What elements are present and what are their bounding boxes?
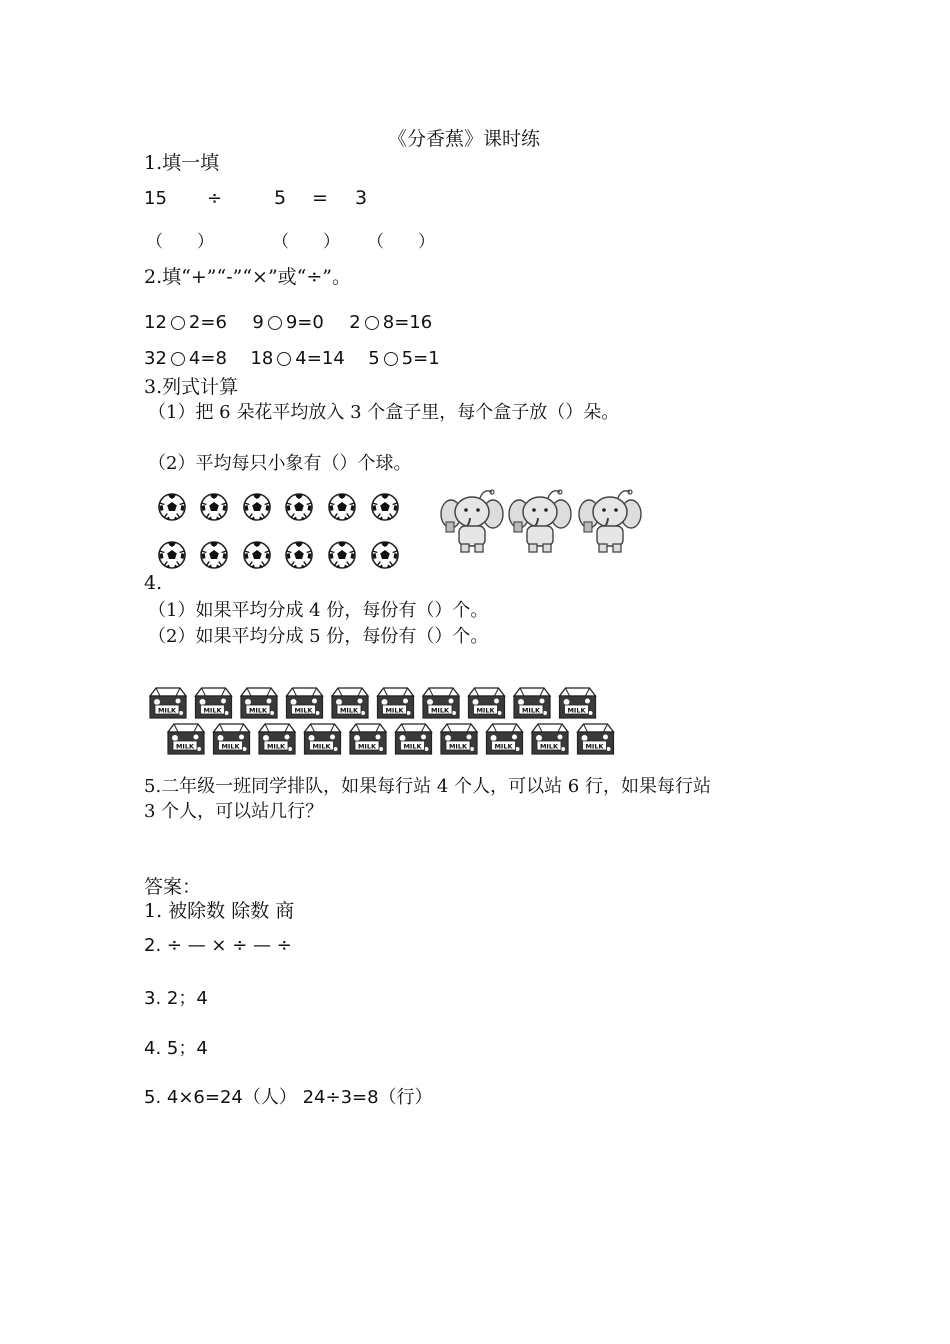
milk-carton-icon [487,724,523,754]
milk-label: MILK [567,706,586,715]
soccer-ball-icon [329,542,355,568]
milk-label: MILK [521,706,541,715]
q4-heading: 4. [144,572,163,594]
answer-2: 2. ÷ — × ÷ — ÷ [144,935,292,956]
operator-circle-5[interactable] [277,352,291,366]
q3-part-2: （2）平均每只小象有（）个球。 [148,453,412,474]
soccer-ball-icon [286,494,312,520]
milk-label: MILK [294,706,313,715]
milk-label: MILK [585,742,604,751]
milk-carton-icon [168,724,204,754]
q1-divide-sign: ÷ [207,188,223,209]
q1-dividend: 15 [144,188,167,209]
milk-carton-icon [196,688,232,718]
milk-carton-icon [423,688,459,718]
q2-r2-right-3: 5=1 [401,348,440,369]
q2-row-2 [144,348,440,369]
milk-carton-icon [469,688,505,718]
milk-label: MILK [539,742,559,751]
q2-row-1 [144,312,432,333]
soccer-ball-icon [159,494,185,520]
answer-4: 4. 5；4 [144,1038,208,1059]
q4-part-2: （2）如果平均分成 5 份，每份有（）个。 [148,626,489,647]
milk-carton-icon [241,688,277,718]
milk-label: MILK [430,706,450,715]
milk-label: MILK [339,706,359,715]
q2-r2-left-3: 5 [368,348,380,369]
milk-carton-icon [305,724,341,754]
q2-r1-left-2: 9 [252,312,264,333]
q1-equals-sign: = [312,187,328,209]
answer-3: 3. 2；4 [144,988,208,1009]
milk-carton-icon [441,724,477,754]
milk-carton-icon [332,688,368,718]
q2-r2-right-1: 4=8 [188,348,227,369]
milk-carton-icon [350,724,386,754]
answer-5: 5. 4×6=24（人） 24÷3=8（行） [144,1087,433,1108]
q5-line-1: 5.二年级一班同学排队，如果每行站 4 个人，可以站 6 行，如果每行站 [144,776,711,797]
q2-r1-right-2: 9=0 [285,312,324,333]
milk-label: MILK [266,742,286,751]
milk-label: MILK [403,742,422,751]
soccer-ball-group [156,490,406,574]
milk-label: MILK [357,742,377,751]
soccer-ball-icon [372,542,398,568]
milk-carton-icon [150,688,186,718]
milk-label: MILK [494,742,513,751]
soccer-ball-icon [372,494,398,520]
soccer-ball-icon [201,542,227,568]
soccer-ball-icon [286,542,312,568]
milk-carton-icon [514,688,550,718]
milk-carton-icon [287,688,323,718]
milk-carton-row-2 [166,722,626,756]
milk-label: MILK [175,742,195,751]
q1-quotient: 3 [355,187,368,209]
operator-circle-4[interactable] [171,352,185,366]
milk-carton-icon [396,724,432,754]
q5-line-2: 3 个人，可以站几行？ [144,801,324,822]
answer-1: 1. 被除数 除数 商 [144,900,295,922]
soccer-ball-icon [159,542,185,568]
soccer-ball-icon [329,494,355,520]
operator-circle-1[interactable] [171,316,185,330]
q4-part-1: （1）如果平均分成 4 份，每份有（）个。 [148,600,489,621]
milk-label: MILK [476,706,495,715]
milk-label: MILK [248,706,268,715]
q1-blank-3[interactable]: （ ） [367,232,435,252]
q2-r1-left-3: 2 [349,312,361,333]
soccer-ball-icon [201,494,227,520]
milk-label: MILK [385,706,404,715]
q2-r2-left-2: 18 [250,348,274,369]
page-title: 《分香蕉》课时练 [388,128,541,150]
q2-r1-left-1: 12 [144,312,167,333]
milk-carton-icon [378,688,414,718]
soccer-ball-icon [244,542,270,568]
milk-label: MILK [312,742,331,751]
q2-r1-right-3: 8=16 [382,312,433,333]
milk-label: MILK [157,706,177,715]
milk-label: MILK [448,742,468,751]
q1-divisor: 5 [274,187,287,209]
milk-carton-icon [214,724,250,754]
milk-carton-icon [578,724,614,754]
q3-part-1: （1）把 6 朵花平均放入 3 个盒子里，每个盒子放（）朵。 [148,402,620,423]
milk-label: MILK [221,742,240,751]
q2-r1-right-1: 2=6 [188,312,227,333]
q1-blank-1[interactable]: （ ） [146,232,214,252]
elephant-icon [440,488,504,556]
elephant-icon [508,488,572,556]
operator-circle-6[interactable] [384,352,398,366]
q1-blank-2[interactable]: （ ） [272,232,340,252]
soccer-ball-icon [244,494,270,520]
operator-circle-2[interactable] [268,316,282,330]
milk-carton-icon [532,724,568,754]
answers-heading: 答案： [144,876,202,898]
milk-carton-icon [560,688,596,718]
q3-heading: 3.列式计算 [144,376,239,398]
q1-heading: 1.填一填 [144,152,220,174]
milk-carton-row-1 [148,686,608,720]
q2-heading: 2.填“+”“-”“×”或“÷”。 [144,266,352,288]
milk-label: MILK [203,706,222,715]
q2-r2-right-2: 4=14 [295,348,345,369]
operator-circle-3[interactable] [365,316,379,330]
q2-r2-left-1: 32 [144,348,167,369]
elephant-icon [578,488,642,556]
milk-carton-icon [259,724,295,754]
